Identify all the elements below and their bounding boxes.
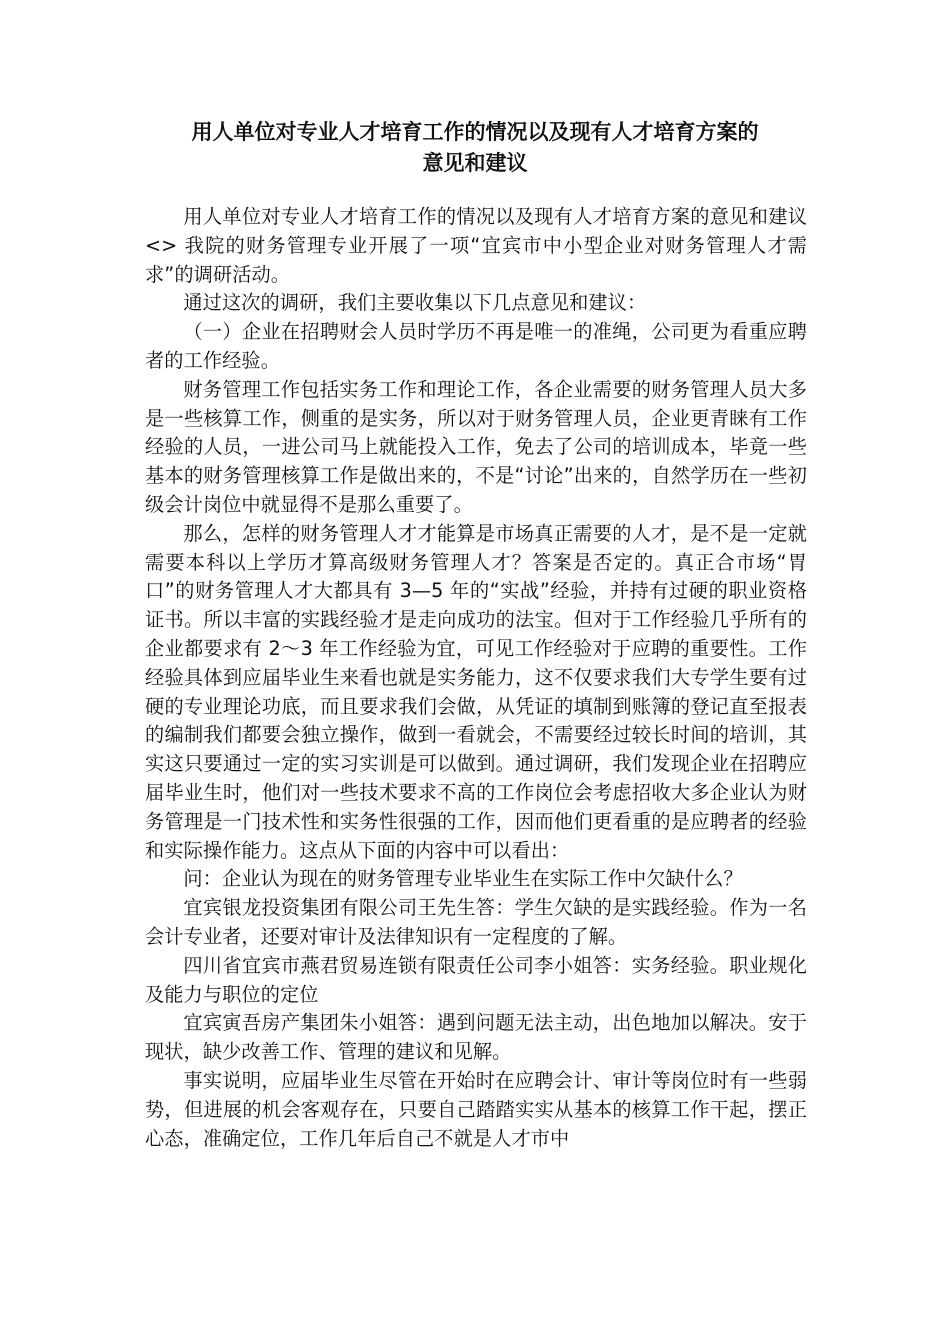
paragraph-answer-li: 四川省宜宾市燕君贸易连锁有限责任公司李小姐答：实务经验。职业规化及能力与职位的定位 [145, 953, 807, 1006]
paragraph-point-one: （一）企业在招聘财会人员时学历不再是唯一的准绳，公司更为看重应聘者的工作经验。 [145, 320, 807, 372]
paragraph-question: 问：企业认为现在的财务管理专业毕业生在实际工作中欠缺什么？ [183, 867, 743, 891]
paragraph-conclusion: 事实说明，应届毕业生尽管在开始时在应聘会计、审计等岗位时有一些弱势，但进展的机会客观存在，只要自己踏踏实实从基本的核算工作干起，摆正心态，准确定位，工作几年后自己不就是人才市中 [145, 1068, 807, 1150]
paragraph-finance-work: 财务管理工作包括实务工作和理论工作，各企业需要的财务管理人员大多是一些核算工作，侧重的是实务，所以对于财务管理人员，企业更青睐有工作经验的人员，一进公司马上就能投入工作，免去了公司的培训成本，毕竟一些基本的财务管理核算工作是做出来的，不是“讨论”出来的，自然学历在一些初级会计岗位中就显得不是那么重要了。 [145, 377, 807, 516]
document-title [100, 117, 850, 179]
paragraph-intro: 用人单位对专业人才培育工作的情况以及现有人才培育方案的意见和建议<> 我院的财务管理专业开展了一项“宜宾市中小型企业对财务管理人才需求”的调研活动。 [145, 205, 807, 286]
title-line-1: 用人单位对专业人才培育工作的情况以及现有人才培育方案的 [191, 120, 759, 144]
paragraph-summary: 通过这次的调研，我们主要收集以下几点意见和建议： [183, 291, 647, 315]
paragraph-answer-wang: 宜宾银龙投资集团有限公司王先生答：学生欠缺的是实践经验。作为一名会计专业者，还要对审计及法律知识有一定程度的了解。 [145, 896, 807, 948]
paragraph-talent-need: 那么，怎样的财务管理人才才能算是市场真正需要的人才，是不是一定就需要本科以上学历才算高级财务管理人才？答案是否定的。真正合市场“胃口”的财务管理人才大都具有 3—5 年的“实战”经验，并持有过硬的职业资格证书。所以丰富的实践经验才是走向成功的法宝。但对于工作经验几乎所有的企业都要求有 2～3 年工作经验为宜，可见工作经验对于应聘的重要性。工作经验具体到应届毕业生来看也就是实务能力，这不仅要求我们大专学生要有过硬的专业理论功底，而且要求我们会做，从凭证的填制到账簿的登记直至报表的编制我们都要会独立操作，做到一看就会，不需要经过较长时间的培训，其实这只要通过一定的实习实训是可以做到。通过调研，我们发现企业在招聘应届毕业生时，他们对一些技术要求不高的工作岗位会考虑招收大多企业认为财务管理是一门技术性和实务性很强的工作，因而他们更看重的是应聘者的经验和实际操作能力。这点从下面的内容中可以看出： [145, 521, 807, 862]
document-body [145, 203, 807, 1153]
title-line-2: 意见和建议 [422, 151, 528, 175]
paragraph-answer-zhu: 宜宾寅吾房产集团朱小姐答：遇到问题无法主动，出色地加以解决。安于现状，缺少改善工作、管理的建议和见解。 [145, 1011, 807, 1064]
